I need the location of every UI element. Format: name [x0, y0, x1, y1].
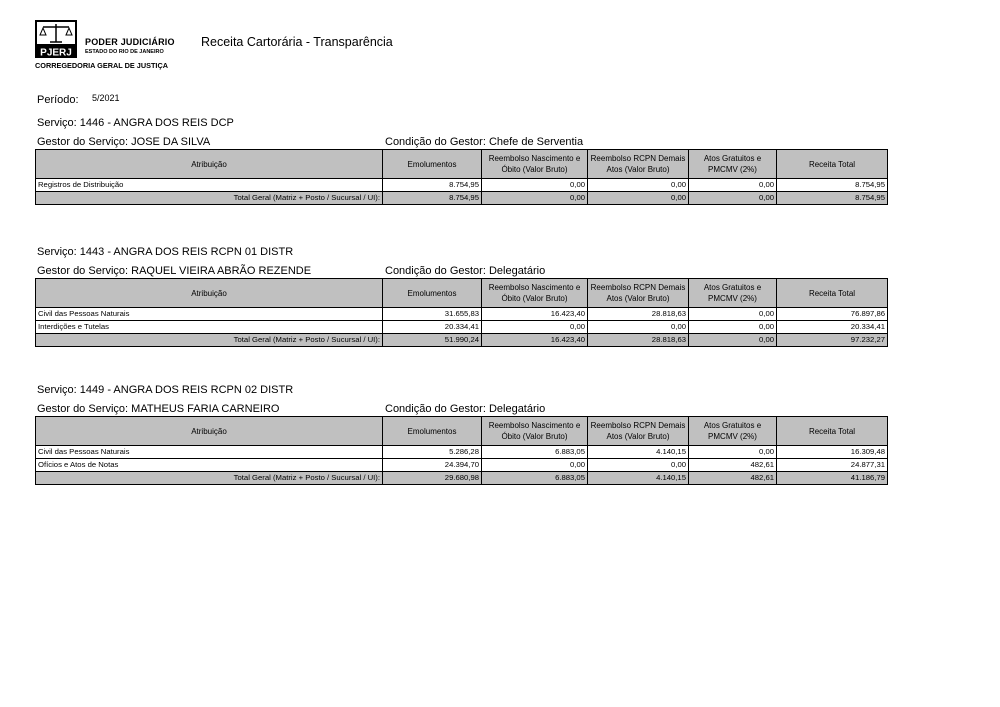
revenue-table — [35, 149, 888, 205]
cell-reembolso-nascimento: 0,00 — [482, 321, 588, 334]
service-manager: Gestor do Serviço: JOSE DA SILVA — [37, 136, 211, 148]
total-atos-gratuitos: 0,00 — [689, 192, 777, 205]
col-header-emolumentos: Emolumentos — [383, 279, 482, 308]
org-name: PODER JUDICIÁRIO — [85, 37, 175, 47]
table-row — [36, 459, 888, 472]
cell-reembolso-rcpn: 4.140,15 — [588, 446, 689, 459]
cell-receita-total: 76.897,86 — [777, 308, 888, 321]
manager-condition: Condição do Gestor: Delegatário — [385, 403, 546, 415]
logo-abbrev: PJERJ — [40, 47, 72, 58]
cell-receita-total: 24.877,31 — [777, 459, 888, 472]
cell-emolumentos: 20.334,41 — [383, 321, 482, 334]
total-row — [36, 192, 888, 205]
report-title: Receita Cartorária - Transparência — [201, 35, 393, 49]
cell-reembolso-rcpn: 0,00 — [588, 459, 689, 472]
revenue-table — [35, 278, 888, 347]
scales-of-justice-icon — [35, 20, 77, 58]
revenue-table — [35, 416, 888, 485]
total-reembolso-nascimento: 0,00 — [482, 192, 588, 205]
cell-atos-gratuitos: 0,00 — [689, 446, 777, 459]
cell-reembolso-nascimento: 0,00 — [482, 459, 588, 472]
table-row — [36, 321, 888, 334]
cell-emolumentos: 5.286,28 — [383, 446, 482, 459]
col-header-reembolso-nascimento: Reembolso Nascimento e Óbito (Valor Bruto) — [482, 279, 588, 308]
total-reembolso-nascimento: 16.423,40 — [482, 334, 588, 347]
cell-atos-gratuitos: 0,00 — [689, 321, 777, 334]
cell-reembolso-nascimento: 0,00 — [482, 179, 588, 192]
cell-emolumentos: 24.394,70 — [383, 459, 482, 472]
table-header-row — [36, 150, 888, 179]
total-reembolso-nascimento: 6.883,05 — [482, 472, 588, 485]
manager-condition: Condição do Gestor: Delegatário — [385, 265, 546, 277]
col-header-atribuicao: Atribuição — [36, 279, 383, 308]
total-receita-total: 8.754,95 — [777, 192, 888, 205]
cell-atos-gratuitos: 0,00 — [689, 179, 777, 192]
col-header-emolumentos: Emolumentos — [383, 417, 482, 446]
total-receita-total: 41.186,79 — [777, 472, 888, 485]
cell-atribuicao: Interdições e Tutelas — [36, 321, 383, 334]
cell-emolumentos: 31.655,83 — [383, 308, 482, 321]
service-manager: Gestor do Serviço: RAQUEL VIEIRA ABRÃO REZENDE — [37, 265, 312, 277]
total-emolumentos: 51.990,24 — [383, 334, 482, 347]
service-title: Serviço: 1449 - ANGRA DOS REIS RCPN 02 DISTR — [37, 384, 294, 396]
service-title: Serviço: 1443 - ANGRA DOS REIS RCPN 01 DISTR — [37, 246, 294, 258]
cell-receita-total: 8.754,95 — [777, 179, 888, 192]
manager-condition: Condição do Gestor: Chefe de Serventia — [385, 136, 584, 148]
cell-receita-total: 16.309,48 — [777, 446, 888, 459]
cell-atribuicao: Registros de Distribuição — [36, 179, 383, 192]
cell-atos-gratuitos: 0,00 — [689, 308, 777, 321]
cell-reembolso-nascimento: 6.883,05 — [482, 446, 588, 459]
org-subtitle: ESTADO DO RIO DE JANEIRO — [85, 49, 164, 55]
total-reembolso-rcpn: 28.818,63 — [588, 334, 689, 347]
cell-emolumentos: 8.754,95 — [383, 179, 482, 192]
total-emolumentos: 29.680,98 — [383, 472, 482, 485]
cell-reembolso-rcpn: 0,00 — [588, 321, 689, 334]
col-header-atribuicao: Atribuição — [36, 150, 383, 179]
total-row — [36, 334, 888, 347]
period-label: Período: — [37, 94, 79, 106]
table-row — [36, 446, 888, 459]
table-row — [36, 179, 888, 192]
total-row — [36, 472, 888, 485]
col-header-receita-total: Receita Total — [777, 417, 888, 446]
total-label: Total Geral (Matriz + Posto / Sucursal / UI): — [36, 192, 383, 205]
total-label: Total Geral (Matriz + Posto / Sucursal / UI): — [36, 334, 383, 347]
service-manager: Gestor do Serviço: MATHEUS FARIA CARNEIRO — [37, 403, 280, 415]
total-reembolso-rcpn: 0,00 — [588, 192, 689, 205]
cell-reembolso-nascimento: 16.423,40 — [482, 308, 588, 321]
col-header-receita-total: Receita Total — [777, 150, 888, 179]
total-receita-total: 97.232,27 — [777, 334, 888, 347]
cell-reembolso-rcpn: 28.818,63 — [588, 308, 689, 321]
period-value: 5/2021 — [92, 93, 120, 103]
col-header-emolumentos: Emolumentos — [383, 150, 482, 179]
col-header-atos-gratuitos: Atos Gratuitos e PMCMV (2%) — [689, 279, 777, 308]
cell-atribuicao: Civil das Pessoas Naturais — [36, 446, 383, 459]
table-header-row — [36, 417, 888, 446]
table-row — [36, 308, 888, 321]
col-header-atos-gratuitos: Atos Gratuitos e PMCMV (2%) — [689, 417, 777, 446]
col-header-reembolso-nascimento: Reembolso Nascimento e Óbito (Valor Bruto) — [482, 150, 588, 179]
cell-receita-total: 20.334,41 — [777, 321, 888, 334]
col-header-reembolso-rcpn: Reembolso RCPN Demais Atos (Valor Bruto) — [588, 417, 689, 446]
cell-atos-gratuitos: 482,61 — [689, 459, 777, 472]
total-label: Total Geral (Matriz + Posto / Sucursal / UI): — [36, 472, 383, 485]
cell-reembolso-rcpn: 0,00 — [588, 179, 689, 192]
col-header-atos-gratuitos: Atos Gratuitos e PMCMV (2%) — [689, 150, 777, 179]
table-header-row — [36, 279, 888, 308]
pjerj-logo — [35, 20, 185, 72]
col-header-reembolso-rcpn: Reembolso RCPN Demais Atos (Valor Bruto) — [588, 279, 689, 308]
total-atos-gratuitos: 0,00 — [689, 334, 777, 347]
col-header-receita-total: Receita Total — [777, 279, 888, 308]
total-atos-gratuitos: 482,61 — [689, 472, 777, 485]
cell-atribuicao: Ofícios e Atos de Notas — [36, 459, 383, 472]
col-header-reembolso-nascimento: Reembolso Nascimento e Óbito (Valor Bruto) — [482, 417, 588, 446]
service-title: Serviço: 1446 - ANGRA DOS REIS DCP — [37, 117, 234, 129]
col-header-atribuicao: Atribuição — [36, 417, 383, 446]
total-emolumentos: 8.754,95 — [383, 192, 482, 205]
col-header-reembolso-rcpn: Reembolso RCPN Demais Atos (Valor Bruto) — [588, 150, 689, 179]
cell-atribuicao: Civil das Pessoas Naturais — [36, 308, 383, 321]
department-name: CORREGEDORIA GERAL DE JUSTIÇA — [35, 61, 168, 70]
total-reembolso-rcpn: 4.140,15 — [588, 472, 689, 485]
